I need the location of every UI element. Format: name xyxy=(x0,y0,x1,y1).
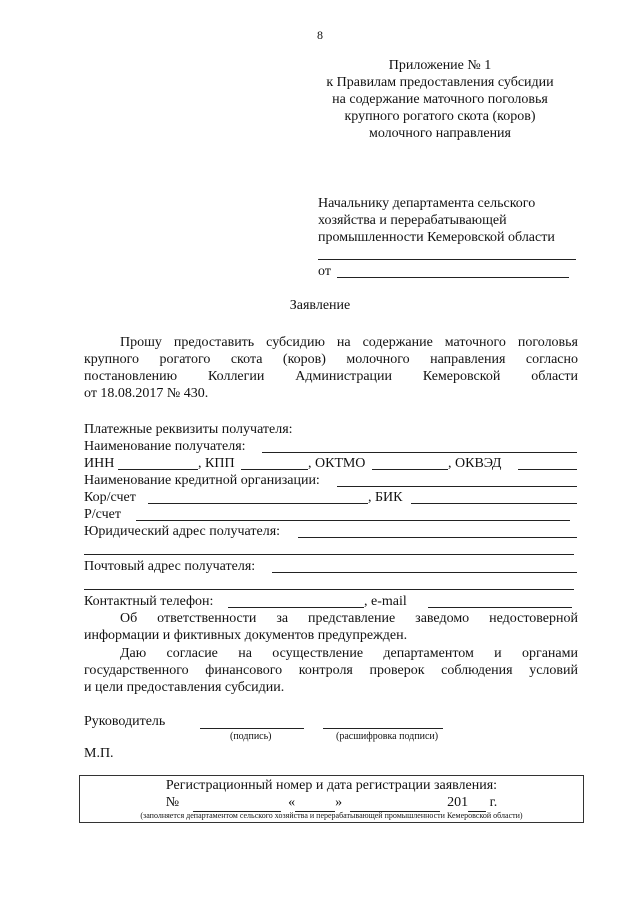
recipient-name-label: Наименование получателя: xyxy=(84,439,246,454)
phone-label: Контактный телефон: xyxy=(84,594,214,609)
consent-line-2: государственного финансового контроля проверок соблюдения условий xyxy=(84,663,578,678)
number-sign: № xyxy=(165,795,180,810)
inn-label: ИНН xyxy=(84,456,115,471)
responsibility-line-1: Об ответственности за представление заведомо недостоверной xyxy=(120,611,578,626)
kpp-field[interactable] xyxy=(241,469,308,470)
appendix-line: молочного направления xyxy=(368,126,511,141)
head-label: Руководитель xyxy=(84,714,166,729)
registration-number-row xyxy=(80,795,583,812)
oktmo-label: , ОКТМО xyxy=(308,456,366,471)
account-label: Р/счет xyxy=(84,507,121,522)
registration-day-field[interactable] xyxy=(295,795,335,812)
document-title: Заявление xyxy=(289,298,351,313)
signature-decode-caption: (расшифровка подписи) xyxy=(336,731,439,742)
legal-address-label: Юридический адрес получателя: xyxy=(84,524,281,539)
addressee-line: Начальнику департамента сельского xyxy=(318,196,536,211)
consent-line-1: Даю согласие на осуществление департаментом и органами xyxy=(120,646,578,661)
page-number: 8 xyxy=(317,28,323,42)
request-line-2: крупного рогатого скота (коров) молочного направления согласно xyxy=(84,352,578,367)
postal-address-field[interactable] xyxy=(272,572,577,573)
request-line-3: постановлению Коллегии Администрации Кемеровской области xyxy=(84,369,578,384)
postal-address-label: Почтовый адрес получателя: xyxy=(84,559,256,574)
stamp-label: М.П. xyxy=(84,746,114,761)
inn-field[interactable] xyxy=(118,469,198,470)
phone-field[interactable] xyxy=(228,607,364,608)
appendix-line: на содержание маточного поголовья xyxy=(332,92,548,107)
oktmo-field[interactable] xyxy=(372,469,448,470)
corr-account-field[interactable] xyxy=(148,503,368,504)
appendix-line: крупного рогатого скота (коров) xyxy=(344,109,536,124)
bik-field[interactable] xyxy=(411,503,577,504)
registration-month-field[interactable] xyxy=(350,795,440,812)
registration-title: Регистрационный номер и дата регистрации заявления: xyxy=(165,778,498,793)
quote-open: « xyxy=(288,795,296,810)
okved-field[interactable] xyxy=(518,469,577,470)
appendix-line: Приложение № 1 xyxy=(388,58,492,73)
corr-account-label: Кор/счет xyxy=(84,490,136,505)
bank-name-label: Наименование кредитной организации: xyxy=(84,473,320,488)
payment-header: Платежные реквизиты получателя: xyxy=(84,422,293,437)
consent-line-3: и цели предоставления субсидии. xyxy=(84,680,285,695)
addressee-line: хозяйства и перерабатывающей xyxy=(318,213,507,228)
legal-address-field[interactable] xyxy=(298,537,577,538)
account-field[interactable] xyxy=(136,520,570,521)
bank-name-field[interactable] xyxy=(337,486,577,487)
email-label: , e-mail xyxy=(364,594,407,609)
year-prefix: 201 xyxy=(447,795,469,810)
okved-label: , ОКВЭД xyxy=(448,456,502,471)
kpp-label: , КПП xyxy=(198,456,235,471)
registration-box xyxy=(79,775,584,823)
request-line-1: Прошу предоставить субсидию на содержание маточного поголовья xyxy=(120,335,578,350)
bik-label: , БИК xyxy=(368,490,403,505)
postal-address-field-2[interactable] xyxy=(84,589,574,590)
registration-number-field[interactable] xyxy=(193,795,281,812)
registration-note: (заполняется департаментом сельского хозяйства и перерабатывающей промышленности Кемеровской области) xyxy=(140,811,523,820)
email-field[interactable] xyxy=(428,607,572,608)
request-line-4: от 18.08.2017 № 430. xyxy=(84,386,209,401)
appendix-header xyxy=(300,57,580,142)
registration-year-field[interactable] xyxy=(468,795,486,812)
year-suffix: г. xyxy=(489,795,498,810)
addressee-line: промышленности Кемеровской области xyxy=(318,230,555,245)
recipient-name-field[interactable] xyxy=(262,452,577,453)
from-label: от xyxy=(318,264,331,279)
responsibility-line-2: информации и фиктивных документов предупрежден. xyxy=(84,628,408,643)
addressee-block xyxy=(318,195,555,246)
signature-caption: (подпись) xyxy=(230,731,272,742)
quote-close: » xyxy=(335,795,343,810)
signature-decode-field[interactable] xyxy=(323,728,443,729)
legal-address-field-2[interactable] xyxy=(84,554,574,555)
signature-field[interactable] xyxy=(200,728,304,729)
addressee-blank-line[interactable] xyxy=(318,259,576,260)
from-blank-line[interactable] xyxy=(337,277,569,278)
appendix-line: к Правилам предоставления субсидии xyxy=(326,75,554,90)
